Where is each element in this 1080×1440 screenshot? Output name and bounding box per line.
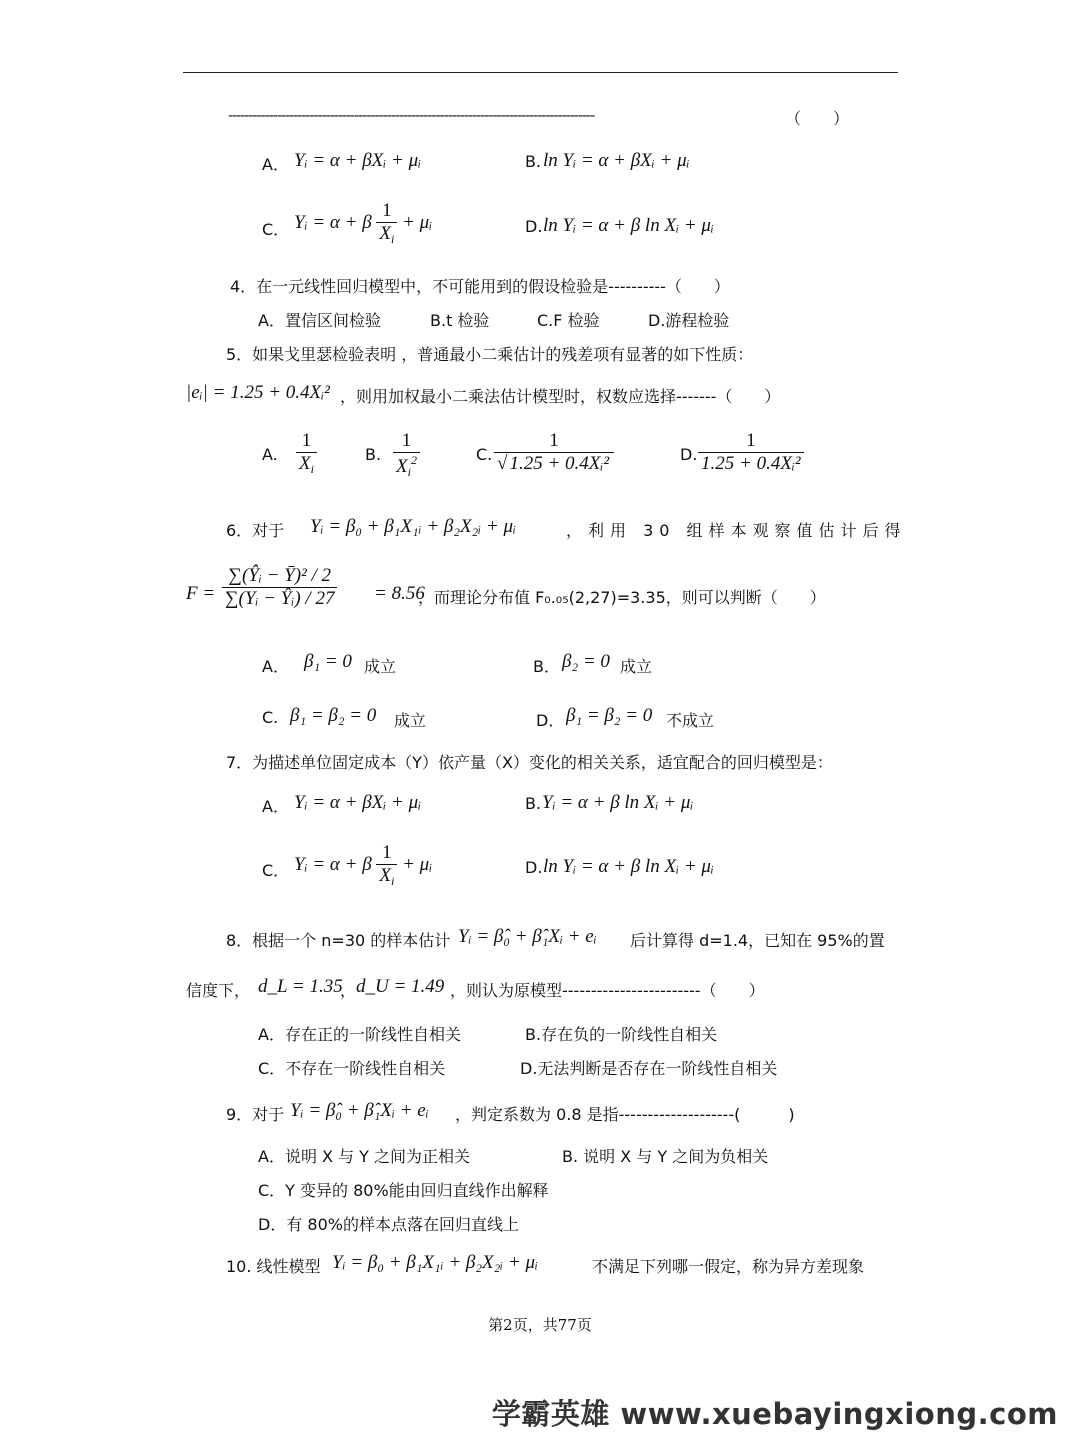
q5-formula: |eᵢ| = 1.25 + 0.4Xᵢ² — [186, 382, 330, 403]
q7-option-a-formula: Yᵢ = α + βXᵢ + μᵢ — [294, 792, 422, 813]
site-watermark: 学霸英雄 www.xuebayingxiong.com — [491, 1397, 1058, 1431]
q5-option-b-label: B. — [365, 445, 382, 464]
q6-f-value: = 8.56 — [374, 583, 425, 604]
q7-option-a-label: A． — [262, 797, 289, 816]
page-footer: 第2页，共77页 — [488, 1316, 592, 1334]
q5-option-d-fraction: $\frac{1}{\text{1.25 + 0.4Xᵢ²}}$ — [698, 430, 804, 475]
q8-option-a: A．存在正的一阶线性自相关 — [258, 1025, 461, 1044]
q5-option-a-fraction: $\frac{1}{X_i}$ — [296, 430, 317, 477]
q3-option-d-label: D. — [525, 217, 543, 236]
q8-stem-prefix: 8．根据一个 n=30 的样本估计 — [226, 931, 451, 950]
q6-option-d-formula: β₁ = β₂ = 0 — [566, 705, 653, 726]
q6-option-b-formula: β₂ = 0 — [562, 651, 610, 672]
q6-option-c-formula: β₁ = β₂ = 0 — [290, 705, 377, 726]
q6-option-b-text: 成立 — [620, 657, 653, 676]
q7-option-b-label: B. — [525, 794, 542, 813]
q6-option-d-label: D． — [536, 711, 565, 730]
q6-f-label: F = — [186, 583, 216, 604]
q9-stem-suffix: ，判定系数为 0.8 是指--------------------( ) — [455, 1105, 795, 1124]
q8-option-d: D.无法判断是否存在一阶线性自相关 — [520, 1059, 778, 1078]
q5-option-c-label: C. — [476, 445, 493, 464]
q6-option-a-text: 成立 — [364, 657, 397, 676]
q8-option-c: C．不存在一阶线性自相关 — [258, 1059, 446, 1078]
q5-stem: 5．如果戈里瑟检验表明 ，普通最小二乘估计的残差项有显著的如下性质： — [226, 345, 754, 364]
q6-option-d-text: 不成立 — [666, 711, 715, 730]
q7-option-d-formula: ln Yᵢ = α + β ln Xᵢ + μᵢ — [543, 856, 714, 877]
q7-stem: 7．为描述单位固定成本（Y）依产量（X）变化的相关关系，适宜配合的回归模型是： — [226, 753, 833, 772]
q6-f-fraction: $\frac{\text{∑(Ŷᵢ − Ȳ)² / 2}}{\text{∑(Yᵢ − Ŷᵢ) / 27}}$ — [222, 565, 337, 610]
q3-option-b-formula: ln Yᵢ = α + βXᵢ + μᵢ — [543, 150, 690, 171]
q7-option-c-formula: Yᵢ = α + β $\frac{1}{X_i}$ + μᵢ — [294, 842, 433, 888]
q6-option-a-label: A． — [262, 657, 289, 676]
q9-option-a: A．说明 X 与 Y 之间为正相关 — [258, 1147, 471, 1166]
answer-paren: （ ） — [785, 109, 850, 128]
q6-stem-formula: Yᵢ = β₀ + β₁X₁ᵢ + β₂X₂ᵢ + μᵢ — [310, 516, 517, 537]
q6-option-a-formula: β₁ = 0 — [304, 651, 352, 672]
q6-option-c-text: 成立 — [394, 711, 427, 730]
q8-du-value: d_U = 1.49 — [356, 976, 445, 997]
q5-option-c-fraction: $\frac{1}{\text{√ 1.25 + 0.4Xᵢ²}}$ — [494, 430, 614, 475]
q8-line2-suffix: ，则认为原模型------------------------（ ） — [450, 981, 765, 1000]
q4-option-c: C.F 检验 — [537, 311, 600, 330]
q6-stem-suffix: ，利用 30 组样本观察值估计后得 — [566, 521, 907, 540]
q6-option-c-label: C. — [262, 708, 279, 727]
q4-option-a: A．置信区间检验 — [258, 311, 381, 330]
q7-option-c-label: C． — [262, 861, 290, 880]
q8-option-b: B.存在负的一阶线性自相关 — [525, 1025, 718, 1044]
q7-option-b-formula: Yᵢ = α + β ln Xᵢ + μᵢ — [542, 792, 694, 813]
q7-option-d-label: D. — [525, 858, 543, 877]
q8-separator: ， — [340, 981, 357, 1000]
q4-stem: 4．在一元线性回归模型中，不可能用到的假设检验是----------（ ） — [230, 277, 730, 296]
q4-option-d: D.游程检验 — [648, 311, 730, 330]
q5-option-d-label: D. — [680, 445, 698, 464]
q6-stem-prefix: 6．对于 — [226, 521, 285, 540]
q6-option-b-label: B． — [533, 657, 560, 676]
header-rule — [183, 72, 898, 73]
q3-option-a-label: A． — [262, 155, 289, 174]
q8-stem-formula: Yᵢ = β̂₀ + β̂₁Xᵢ + eᵢ — [458, 926, 597, 947]
q8-stem-suffix: 后计算得 d=1.4，已知在 95%的置 — [630, 931, 885, 950]
q9-option-c: C．Y 变异的 80%能由回归直线作出解释 — [258, 1181, 549, 1200]
q6-f-text: ，而理论分布值 F₀.₀₅(2,27)=3.35，则可以判断（ ） — [418, 588, 826, 607]
q5-option-b-fraction: $\frac{1}{X_i^2}$ — [393, 430, 420, 480]
q9-stem-prefix: 9．对于 — [226, 1105, 285, 1124]
q8-dl-value: d_L = 1.35 — [258, 976, 343, 997]
q5-line2-text: ，则用加权最小二乘法估计模型时，权数应选择-------（ ） — [340, 387, 781, 406]
q8-line2-prefix: 信度下， — [186, 981, 251, 1000]
answer-dash-line: ------------------------------------------------------------------------------------------ — [228, 106, 595, 124]
q3-option-d-formula: ln Yᵢ = α + β ln Xᵢ + μᵢ — [543, 215, 714, 236]
q3-option-b-label: B. — [525, 152, 542, 171]
q10-stem-formula: Yᵢ = β₀ + β₁X₁ᵢ + β₂X₂ᵢ + μᵢ — [332, 1252, 539, 1273]
q3-option-c-formula: Yᵢ = α + β $\frac{1}{X_i}$ + μᵢ — [294, 200, 433, 246]
q9-stem-formula: Yᵢ = β̂₀ + β̂₁Xᵢ + eᵢ — [290, 1100, 429, 1121]
q9-option-d: D．有 80%的样本点落在回归直线上 — [258, 1215, 519, 1234]
q10-stem-prefix: 10. 线性模型 — [226, 1257, 321, 1276]
q3-option-c-label: C． — [262, 220, 290, 239]
q5-option-a-label: A. — [262, 445, 278, 464]
q4-option-b: B.t 检验 — [430, 311, 490, 330]
q9-option-b: B. 说明 X 与 Y 之间为负相关 — [562, 1147, 769, 1166]
q3-option-a-formula: Yᵢ = α + βXᵢ + μᵢ — [294, 150, 422, 171]
q10-stem-suffix: 不满足下列哪一假定，称为异方差现象 — [592, 1257, 865, 1276]
